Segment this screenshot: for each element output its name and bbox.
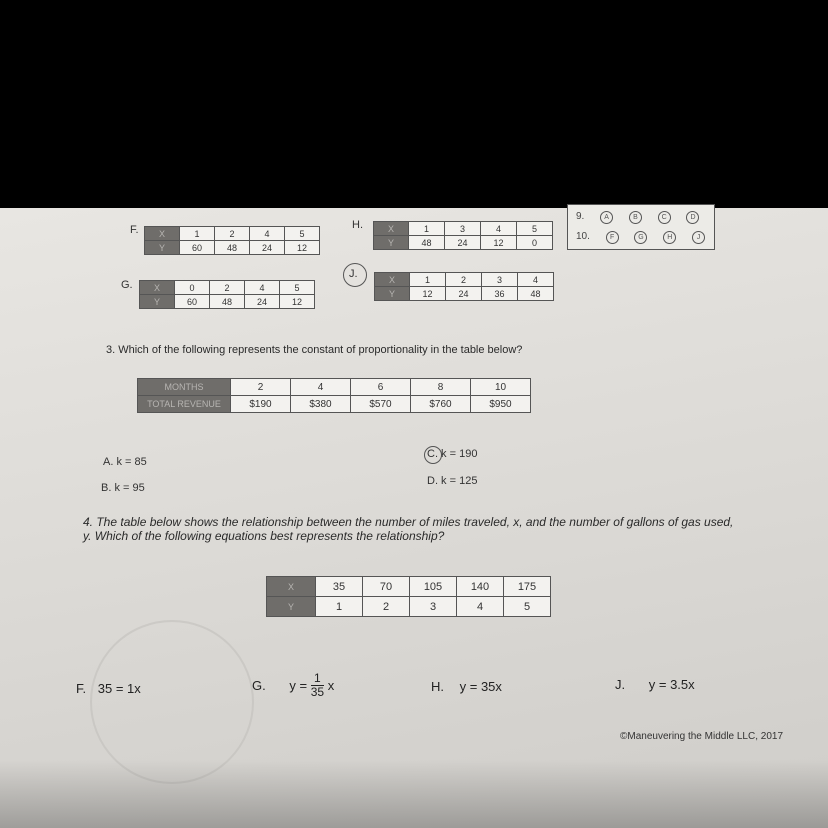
copyright-notice: ©Maneuvering the Middle LLC, 2017 (620, 731, 784, 742)
table-cell: 3 (445, 222, 481, 236)
answer-bubble[interactable]: D (686, 211, 699, 224)
table-cell: 12 (410, 287, 446, 301)
choice-equation: 35 = 1x (97, 681, 141, 696)
table-cell: 35 (316, 577, 363, 597)
choice-equation: y = 3.5x (648, 677, 695, 692)
table-g-label: G. (121, 279, 133, 291)
answer-row-10 (576, 231, 705, 244)
table-cell: 5 (280, 281, 315, 295)
answer-bubble[interactable]: H (663, 231, 676, 244)
answer-bubble-grid (567, 204, 715, 250)
table-cell: 1 (410, 273, 446, 287)
table-cell: $950 (471, 396, 531, 413)
choice-letter: H. (431, 679, 444, 694)
table-cell: 2 (215, 227, 250, 241)
table-g (139, 280, 315, 309)
table-cell: $570 (351, 396, 411, 413)
answer-bubble[interactable]: J (692, 231, 705, 244)
table-cell: 12 (285, 241, 320, 255)
q3-choice-c[interactable]: C. k = 190 (427, 448, 478, 460)
answer-bubble[interactable]: A (600, 211, 613, 224)
table-cell: 10 (471, 379, 531, 396)
table-j (374, 272, 554, 301)
answer-row-label: 9. (576, 211, 585, 222)
table-cell: 24 (245, 295, 280, 309)
answer-row-9 (576, 211, 699, 224)
q4-y-header: Y (267, 597, 316, 617)
table-f-x-header: X (145, 227, 180, 241)
table-cell: 140 (457, 577, 504, 597)
table-cell: 24 (445, 236, 481, 250)
table-f (144, 226, 320, 255)
table-j-label: J. (349, 268, 358, 280)
answer-bubble[interactable]: F (606, 231, 619, 244)
fraction-numerator: 1 (311, 672, 324, 686)
table-cell: 175 (504, 577, 551, 597)
choice-letter: F. (76, 681, 87, 696)
table-cell: $190 (231, 396, 291, 413)
table-cell: 5 (517, 222, 553, 236)
table-cell: 3 (410, 597, 457, 617)
table-j-y-header: Y (375, 287, 410, 301)
lower-shadow (0, 760, 828, 828)
table-cell: 6 (351, 379, 411, 396)
table-cell: 24 (446, 287, 482, 301)
revenue-row (138, 396, 531, 413)
q4-choice-j[interactable] (615, 677, 695, 692)
q4-x-header: X (267, 577, 316, 597)
table-cell: 48 (409, 236, 445, 250)
table-cell: 4 (518, 273, 554, 287)
table-g-x-row (140, 281, 315, 295)
table-j-x-row (375, 273, 554, 287)
answer-bubble[interactable]: B (629, 211, 642, 224)
table-cell: 60 (180, 241, 215, 255)
months-header: MONTHS (138, 379, 231, 396)
table-cell: 105 (410, 577, 457, 597)
q4-x-row (267, 577, 551, 597)
table-g-y-row (140, 295, 315, 309)
table-cell: 4 (250, 227, 285, 241)
choice-equation-lhs: y = (289, 678, 308, 693)
table-j-x-header: X (375, 273, 410, 287)
q3-choice-a[interactable]: A. k = 85 (103, 456, 147, 468)
table-cell: 1 (180, 227, 215, 241)
choice-letter: G. (252, 678, 266, 693)
table-cell: 0 (175, 281, 210, 295)
q4-choice-h[interactable] (431, 679, 502, 694)
table-cell: $380 (291, 396, 351, 413)
question-3-table (137, 378, 531, 413)
table-cell: 36 (482, 287, 518, 301)
table-cell: 8 (411, 379, 471, 396)
table-cell: 1 (316, 597, 363, 617)
fraction-denominator: 35 (310, 685, 325, 699)
answer-bubble[interactable]: C (658, 211, 671, 224)
q4-choice-g[interactable] (252, 672, 334, 699)
table-f-y-header: Y (145, 241, 180, 255)
table-f-y-row (145, 241, 320, 255)
table-cell: 24 (250, 241, 285, 255)
table-cell: 1 (409, 222, 445, 236)
question-4-text: 4. The table below shows the relationship between the number of miles traveled, x, and the number of gallons of gas used, y. Which of the following equations best represents the relationship? (83, 515, 734, 543)
question-3-text: 3. Which of the following represents the constant of proportionality in the table below? (106, 344, 523, 356)
q4-y-row (267, 597, 551, 617)
q3-choice-b[interactable]: B. k = 95 (101, 482, 145, 494)
table-cell: 3 (482, 273, 518, 287)
answer-bubble[interactable]: G (634, 231, 647, 244)
q4-choice-f[interactable] (76, 681, 141, 696)
choice-equation: y = 35x (459, 679, 502, 694)
table-cell: 2 (363, 597, 410, 617)
table-cell: 12 (280, 295, 315, 309)
table-g-y-header: Y (140, 295, 175, 309)
table-cell: 0 (517, 236, 553, 250)
table-cell: 4 (291, 379, 351, 396)
table-cell: 48 (215, 241, 250, 255)
table-cell: 48 (210, 295, 245, 309)
question-4-table (266, 576, 551, 617)
q3-choice-d[interactable]: D. k = 125 (427, 475, 478, 487)
table-h-y-header: Y (374, 236, 409, 250)
months-row (138, 379, 531, 396)
table-h (373, 221, 553, 250)
table-h-x-row (374, 222, 553, 236)
fraction (311, 672, 324, 699)
choice-equation-rhs: x (327, 678, 335, 693)
table-h-x-header: X (374, 222, 409, 236)
table-f-x-row (145, 227, 320, 241)
table-cell: 4 (457, 597, 504, 617)
table-g-x-header: X (140, 281, 175, 295)
table-cell: 70 (363, 577, 410, 597)
table-cell: 2 (210, 281, 245, 295)
table-cell: 12 (481, 236, 517, 250)
table-f-label: F. (130, 224, 139, 236)
answer-row-label: 10. (576, 231, 590, 242)
table-cell: 5 (285, 227, 320, 241)
table-j-y-row (375, 287, 554, 301)
choice-letter: J. (615, 677, 626, 692)
table-cell: 5 (504, 597, 551, 617)
table-cell: 2 (231, 379, 291, 396)
table-cell: 2 (446, 273, 482, 287)
table-cell: 4 (481, 222, 517, 236)
table-cell: 48 (518, 287, 554, 301)
table-cell: 60 (175, 295, 210, 309)
table-cell: $760 (411, 396, 471, 413)
revenue-header: TOTAL REVENUE (138, 396, 231, 413)
table-h-y-row (374, 236, 553, 250)
table-h-label: H. (352, 219, 363, 231)
table-cell: 4 (245, 281, 280, 295)
